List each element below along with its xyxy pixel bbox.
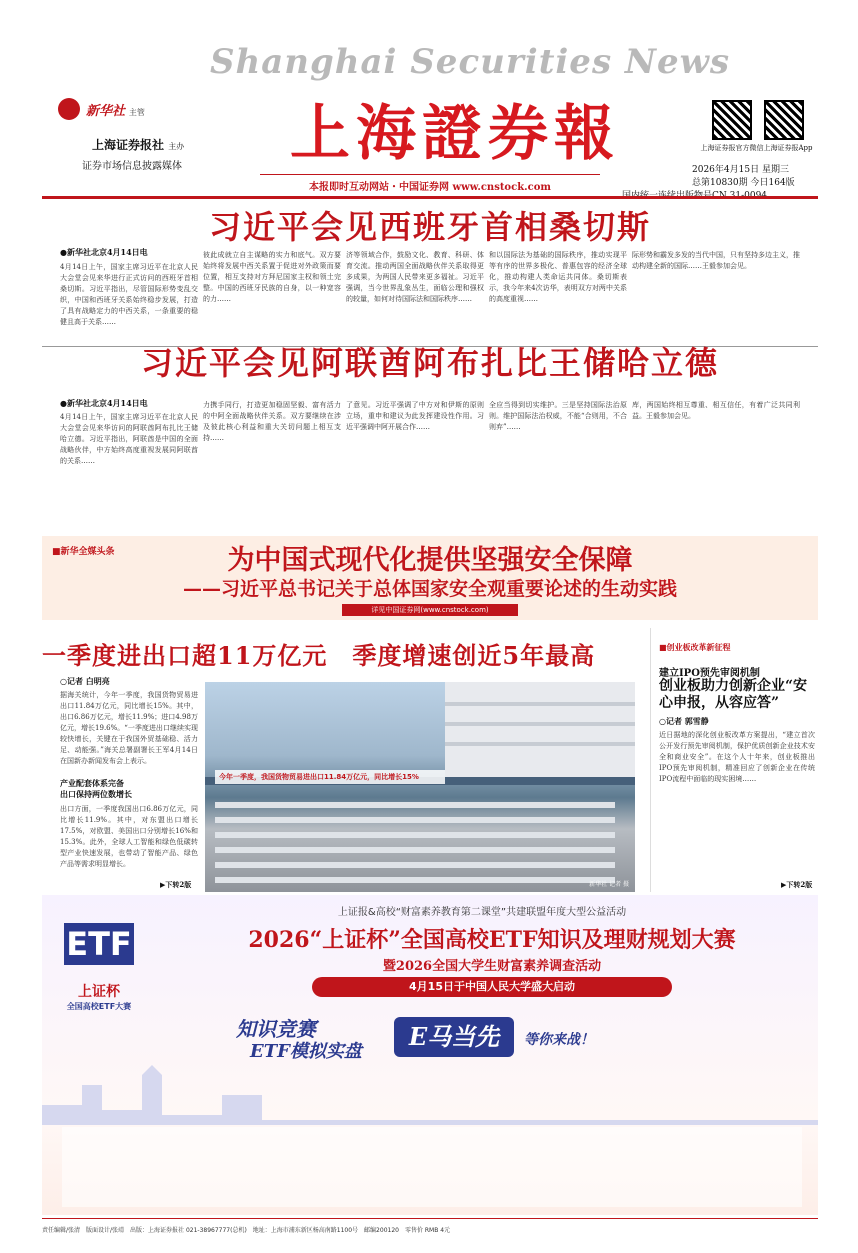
trade-subhead: 产业配套体系完备 出口保持两位数增长 [60, 778, 132, 799]
trade-body: 据海关统计，今年一季度，我国货物贸易进出口11.84万亿元，同比增长15%。其中，出口6.86万亿元，增长11.9%；进口4.98万亿元，增长19.6%。“一季度进出口继续实现较快增长，关键在于我国外贸基础稳、活力足、动能强。”海关总署副署长王军4月14日在国新办新闻发布会上表示。 [60, 691, 198, 765]
side-headline[interactable]: 创业板助力创新企业“安心申报，从容应答” [659, 678, 808, 711]
ad-cup: 上证杯 [78, 984, 120, 1000]
sponsor-xinhua-role: 主管 [128, 108, 145, 117]
ad-title: 2026“上证杯”全国高校ETF知识及理财规划大赛 [248, 927, 736, 953]
side-tag: ■创业板改革新征程 [659, 643, 731, 652]
ad-top-line: 上证报&高校“财富素养教育第二课堂”共建联盟年度大型公益活动 [337, 907, 627, 918]
photo-credit: 新华社 记者 摄 [589, 881, 629, 888]
story1-col4: 和以国际法为基础的国际秩序，推动实现平等有序的世界多极化、普惠包容的经济全球化，推动构建人类命运共同体。桑切斯表示，我今年来4次访华，表明双方对两中关系的高度重视…… [489, 251, 627, 303]
ad-banner: 4月15日于中国人民大学盛大启动 [312, 977, 672, 997]
story1-headline[interactable]: 习近平会见西班牙首相桑切斯 [208, 208, 651, 246]
masthead-chinese-title: 上海證券報 [290, 99, 620, 169]
sponsor-press [92, 136, 184, 153]
feature-headline[interactable]: 为中国式现代化提供坚强安全保障 [227, 545, 633, 576]
car-carrier-ship-icon [205, 682, 635, 892]
wechat-qr-icon[interactable] [712, 100, 752, 140]
etf-logo: ETF [64, 923, 134, 965]
sponsor-xinhua [86, 100, 145, 119]
ad-cup-sub: 全国高校ETF大赛 [66, 1002, 132, 1011]
app-qr-icon[interactable] [764, 100, 804, 140]
qr-label-app: 上海证券报App [763, 144, 813, 152]
photo-caption: 今年一季度，我国货物贸易进出口11.84万亿元，同比增长15% [215, 770, 445, 784]
side-byline: ○记者 郭雪静 [659, 716, 709, 726]
story2-col4: 全应当得到切实维护。三是坚持国际法治原则。维护国际法治权威，不能“合则用，不合则弃”…… [489, 401, 627, 431]
ad-sponsor-list [62, 1127, 802, 1207]
feature-box[interactable] [42, 536, 818, 620]
story1-col3: 济等领域合作，鼓励文化、教育、科研、体育交流。推动两国全面战略伙伴关系取得更多成果，为两国人民带来更多福祉。习近平强调，当今世界乱象丛生，面临公理和强权的较量，如何对待国际法和国际秩序…… [346, 251, 484, 303]
qr-label-wechat: 上海证券报官方微信 [700, 144, 764, 152]
story2-col2: 力携手同行，打造更加稳固坚毅、富有活力的中阿全面战略伙伴关系。双方要继续在涉及彼此核心利益和重大关切问题上相互支持…… [203, 401, 341, 442]
story2-dateline: ●新华社北京4月14日电 [60, 398, 148, 408]
feature-subhead: ——习近平总书记关于总体国家安全观重要论述的生动实践 [182, 578, 677, 600]
xinhua-logo-icon [58, 98, 80, 120]
story1-col5: 际形势和霸发多发的当代中国，只有坚持多边主义，推动构建全新的国际……王毅参加会见。 [632, 251, 800, 270]
side-body: 近日据地的深化创业板改革方案提出，“建立首次公开发行预先审阅机制，保护优质创新企业技术安全和商业安全”。在这个人十年来，创业板推出IPO预先审阅机制，精准回应了创新企业在传统IPO流程中面临的现实困境…… [659, 731, 815, 783]
issue-number: 总第10830期 今日164版 [692, 178, 795, 188]
ad-subtitle: 暨2026全国大学生财富素养调查活动 [382, 959, 602, 974]
ad-slogan-2: ETF模拟实盘 [250, 1041, 362, 1062]
feature-tag: ■新华全媒头条 [52, 547, 115, 557]
masthead-english-title: Shanghai Securities News [209, 42, 731, 82]
trade-body2: 出口方面，一季度我国出口6.86万亿元，同比增长11.9%。其中，对东盟出口增长17.5%，对欧盟、美国出口分别增长16%和15.3%。此外，全球人工智能和绿色低碳转型产业快速发展，也带动了智能产品、绿色产品等需求明显增长。 [60, 805, 198, 868]
sponsor-press-role: 主办 [168, 142, 185, 151]
etf-contest-ad[interactable] [42, 895, 818, 1215]
side-continued[interactable]: ▶下转2版 [781, 880, 813, 889]
side-story [650, 628, 818, 892]
issue-date: 2026年4月15日 星期三 [692, 165, 789, 175]
story1-col1: 4月14日上午，国家主席习近平在北京人民大会堂会见来华进行正式访问的西班牙首相桑切斯。习近平指出，尽管国际形势变乱交织，中国和西班牙关系始终稳步发展，打造了具有战略定力的中西关系，一条重要的稳健且高于关系…… [60, 263, 198, 326]
trade-byline: ○记者 白明亮 [60, 676, 110, 686]
ad-slogan-4: 等你来战！ [524, 1032, 594, 1048]
ad-slogan-3: E马当先 [394, 1017, 514, 1057]
sponsor-xinhua-name: 新华社 [86, 104, 126, 119]
ad-slogan-1: 知识竞赛 [236, 1017, 316, 1041]
story2-col1: 4月14日上午，国家主席习近平在北京人民大会堂会见来华访问的阿联酋阿布扎比王储哈立德。习近平指出，阿联酋是中国的全面战略伙伴，中方始终高度重视发展同阿联酋的关系…… [60, 413, 198, 465]
story2-headline[interactable]: 习近平会见阿联酋阿布扎比王储哈立德 [140, 344, 719, 382]
port-photo [205, 682, 635, 892]
footer: 责任编辑/张清 版面设计/张靖 出版：上海证券报社 021-38967777(总机) 地址：上海市浦东新区杨高南路1100号 邮编200120 零售价 RMB 4元 [42, 1218, 818, 1242]
story2-col5: 库，两国始终相互尊重、相互信任，有着广泛共同利益。王毅参加会见。 [632, 401, 800, 420]
story1-col2: 彼此成就立自主谋略的实力和底气。双方要始终将发展中西关系置于促进对外政策而要位置，相互支持对方拜尼国家主权和领土完整。中国的西班牙民族的自身，以一种宽容的力…… [203, 251, 341, 303]
masthead-divider [42, 196, 818, 199]
trade-continued[interactable]: ▶下转2版 [160, 880, 192, 889]
story2-col3: 了意见。习近平强调了中方对和伊斯的原则立场，重申和建议为此发挥建设性作用。习近平强调中阿开展合作…… [346, 401, 484, 431]
sponsor-press-name: 上海证券报社 [92, 138, 165, 152]
trade-headline[interactable]: 一季度进出口超11万亿元 季度增速创近5年最高 [42, 641, 596, 670]
side-headline-small: 建立IPO预先审阅机制 [659, 668, 760, 679]
feature-link[interactable]: 详见中国证券网(www.cnstock.com) [342, 604, 518, 616]
skyline-icon [42, 1065, 818, 1125]
slogan: 本报即时互动网站・中国证券网 www.cnstock.com [309, 182, 551, 193]
story1-dateline: ●新华社北京4月14日电 [60, 247, 148, 257]
tagline: 证券市场信息披露媒体 [82, 161, 182, 172]
